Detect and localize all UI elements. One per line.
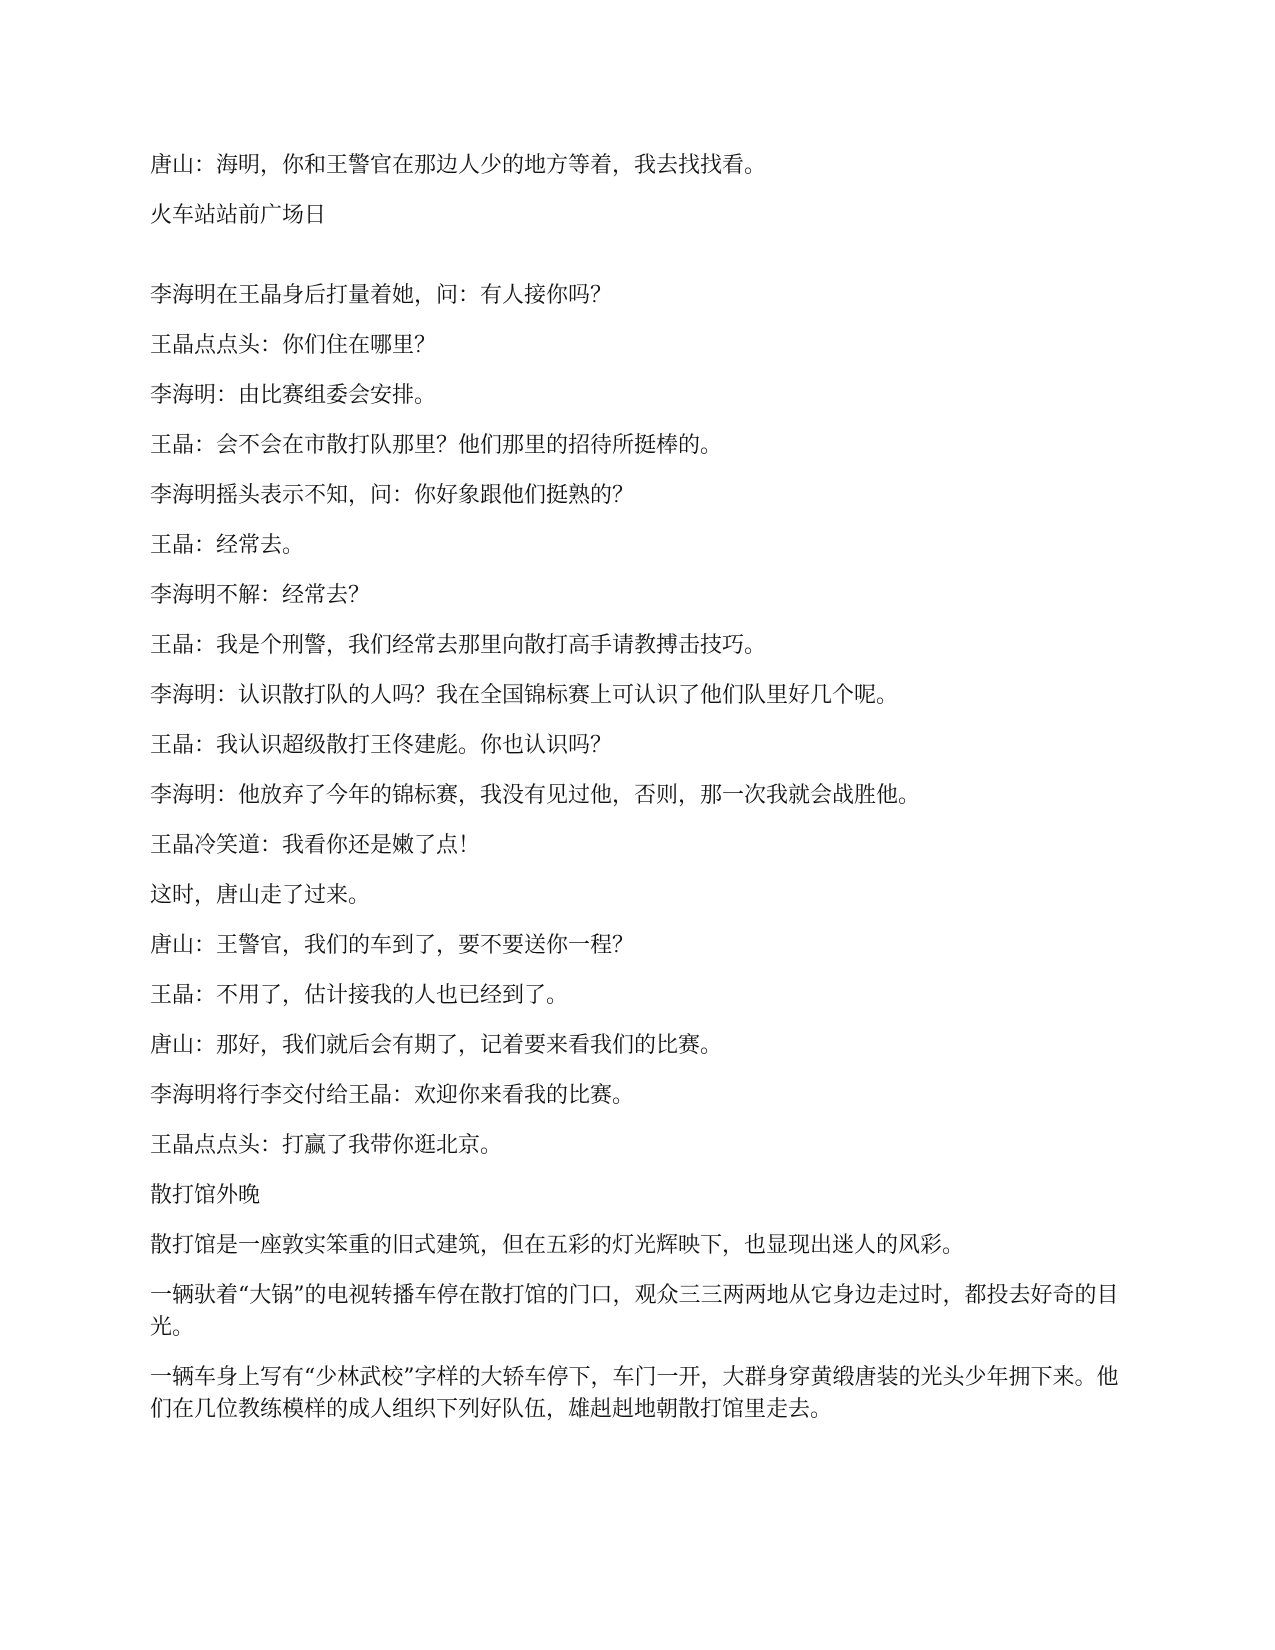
- action-line: 这时，唐山走了过来。: [150, 883, 371, 908]
- dialogue-line: 王晶：会不会在市散打队那里？他们那里的招待所挺棒的。: [150, 433, 723, 458]
- dialogue-line: 李海明在王晶身后打量着她，问：有人接你吗？: [150, 283, 613, 308]
- script-body: [150, 150, 1130, 1444]
- dialogue-line: 王晶：我认识超级散打王佟建彪。你也认识吗？: [150, 733, 613, 758]
- scene-heading: 散打馆外晚: [150, 1183, 261, 1208]
- dialogue-line: 唐山：那好，我们就后会有期了，记着要来看我们的比赛。: [150, 1033, 723, 1058]
- dialogue-line: 李海明不解：经常去？: [150, 583, 371, 608]
- dialogue-line: 王晶：我是个刑警，我们经常去那里向散打高手请教搏击技巧。: [150, 633, 767, 658]
- dialogue-line: 李海明：由比赛组委会安排。: [150, 383, 437, 408]
- action-line: 一辆驮着“大锅”的电视转播车停在散打馆的门口，观众三三两两地从它身边走过时，都投去好奇的目光。: [150, 1283, 1119, 1340]
- dialogue-line: 李海明：他放弃了今年的锦标赛，我没有见过他，否则，那一次我就会战胜他。: [150, 783, 921, 808]
- dialogue-line: 唐山：王警官，我们的车到了，要不要送你一程？: [150, 933, 635, 958]
- action-line: 一辆车身上写有“少林武校”字样的大轿车停下，车门一开，大群身穿黄缎唐装的光头少年拥下来。他们在几位教练模样的成人组织下列好队伍，雄赳赳地朝散打馆里走去。: [150, 1365, 1119, 1422]
- dialogue-line: 李海明将行李交付给王晶：欢迎你来看我的比赛。: [150, 1083, 635, 1108]
- dialogue-line: 李海明摇头表示不知，问：你好象跟他们挺熟的？: [150, 483, 635, 508]
- dialogue-line: 王晶：不用了，估计接我的人也已经到了。: [150, 983, 569, 1008]
- dialogue-line: 王晶点点头：你们住在哪里？: [150, 333, 437, 358]
- action-line: 散打馆是一座敦实笨重的旧式建筑，但在五彩的灯光辉映下，也显现出迷人的风彩。: [150, 1233, 965, 1258]
- dialogue-line: 唐山：海明，你和王警官在那边人少的地方等着，我去找找看。: [150, 153, 767, 178]
- dialogue-line: 王晶：经常去。: [150, 533, 305, 558]
- dialogue-line: 王晶冷笑道：我看你还是嫩了点！: [150, 833, 481, 858]
- scene-heading: 火车站站前广场日: [150, 203, 327, 228]
- dialogue-line: 李海明：认识散打队的人吗？我在全国锦标赛上可认识了他们队里好几个呢。: [150, 683, 899, 708]
- dialogue-line: 王晶点点头：打赢了我带你逛北京。: [150, 1133, 503, 1158]
